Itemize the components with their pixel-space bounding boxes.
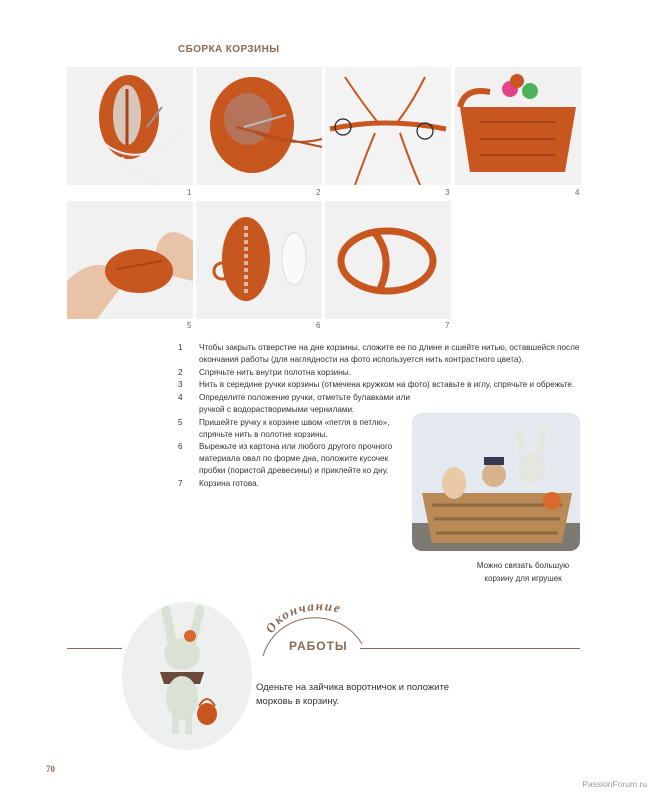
step-photo-4 xyxy=(455,67,581,185)
finish-title-sub: РАБОТЫ xyxy=(285,639,352,653)
photo-number-4: 4 xyxy=(575,188,580,197)
step-photo-7 xyxy=(325,201,451,319)
step-photo-6 xyxy=(196,201,322,319)
step-photo-2 xyxy=(196,67,322,185)
svg-text:Окончание: Окончание xyxy=(262,602,344,636)
toy-basket-photo xyxy=(412,413,580,551)
photo-number-5: 5 xyxy=(187,321,192,330)
step-item: 4 Определите положение ручки, отметьте булавками или ручкой с водорастворимыми чернилами. xyxy=(178,393,410,414)
step-photo-3 xyxy=(325,67,451,185)
photo-number-7: 7 xyxy=(445,321,450,330)
step-photo-1 xyxy=(67,67,193,185)
page-number: 70 xyxy=(46,764,55,774)
divider-right xyxy=(360,648,580,649)
step-item: 6 Вырежьте из картона или любого другого прочного материала овал по форме дна, положите кусочек пробки (пористой древесины) и приклейте ко дну. xyxy=(178,442,393,475)
step-item: 1 Чтобы закрыть отверстие на дне корзины, сложите ее по длине и сшейте нитью, оставшейся после окончания работы (для наглядности на фото используется нить контрастного цвета). xyxy=(178,343,580,364)
step-item: 5 Пришейте ручку к корзине швом «петля в петлю», спрячьте нить в полотне корзины. xyxy=(178,417,390,439)
step-item: 3 Нить в середине ручки корзины (отмечена кружком на фото) вставьте в иглу, спрячьте и обрежьте. xyxy=(178,380,575,390)
section-title: СБОРКА КОРЗИНЫ xyxy=(178,44,280,55)
photo-number-3: 3 xyxy=(445,188,450,197)
photo-caption: Можно связать большую корзину для игрушек xyxy=(476,561,570,583)
finish-instructions: Оденьте на зайчика воротничок и положите морковь в корзину. xyxy=(256,682,449,707)
step-item: 7 Корзина готова. xyxy=(178,478,259,488)
step-photo-5 xyxy=(67,201,193,319)
finish-title-arc xyxy=(262,602,372,642)
bunny-photo xyxy=(122,602,252,750)
photo-number-1: 1 xyxy=(187,188,192,197)
photo-number-6: 6 xyxy=(316,321,321,330)
step-item: 2 Спрячьте нить внутри полотна корзины. xyxy=(178,367,351,377)
photo-number-2: 2 xyxy=(316,188,321,197)
divider-left xyxy=(67,648,122,649)
watermark: PassionForum.ru xyxy=(582,779,647,789)
